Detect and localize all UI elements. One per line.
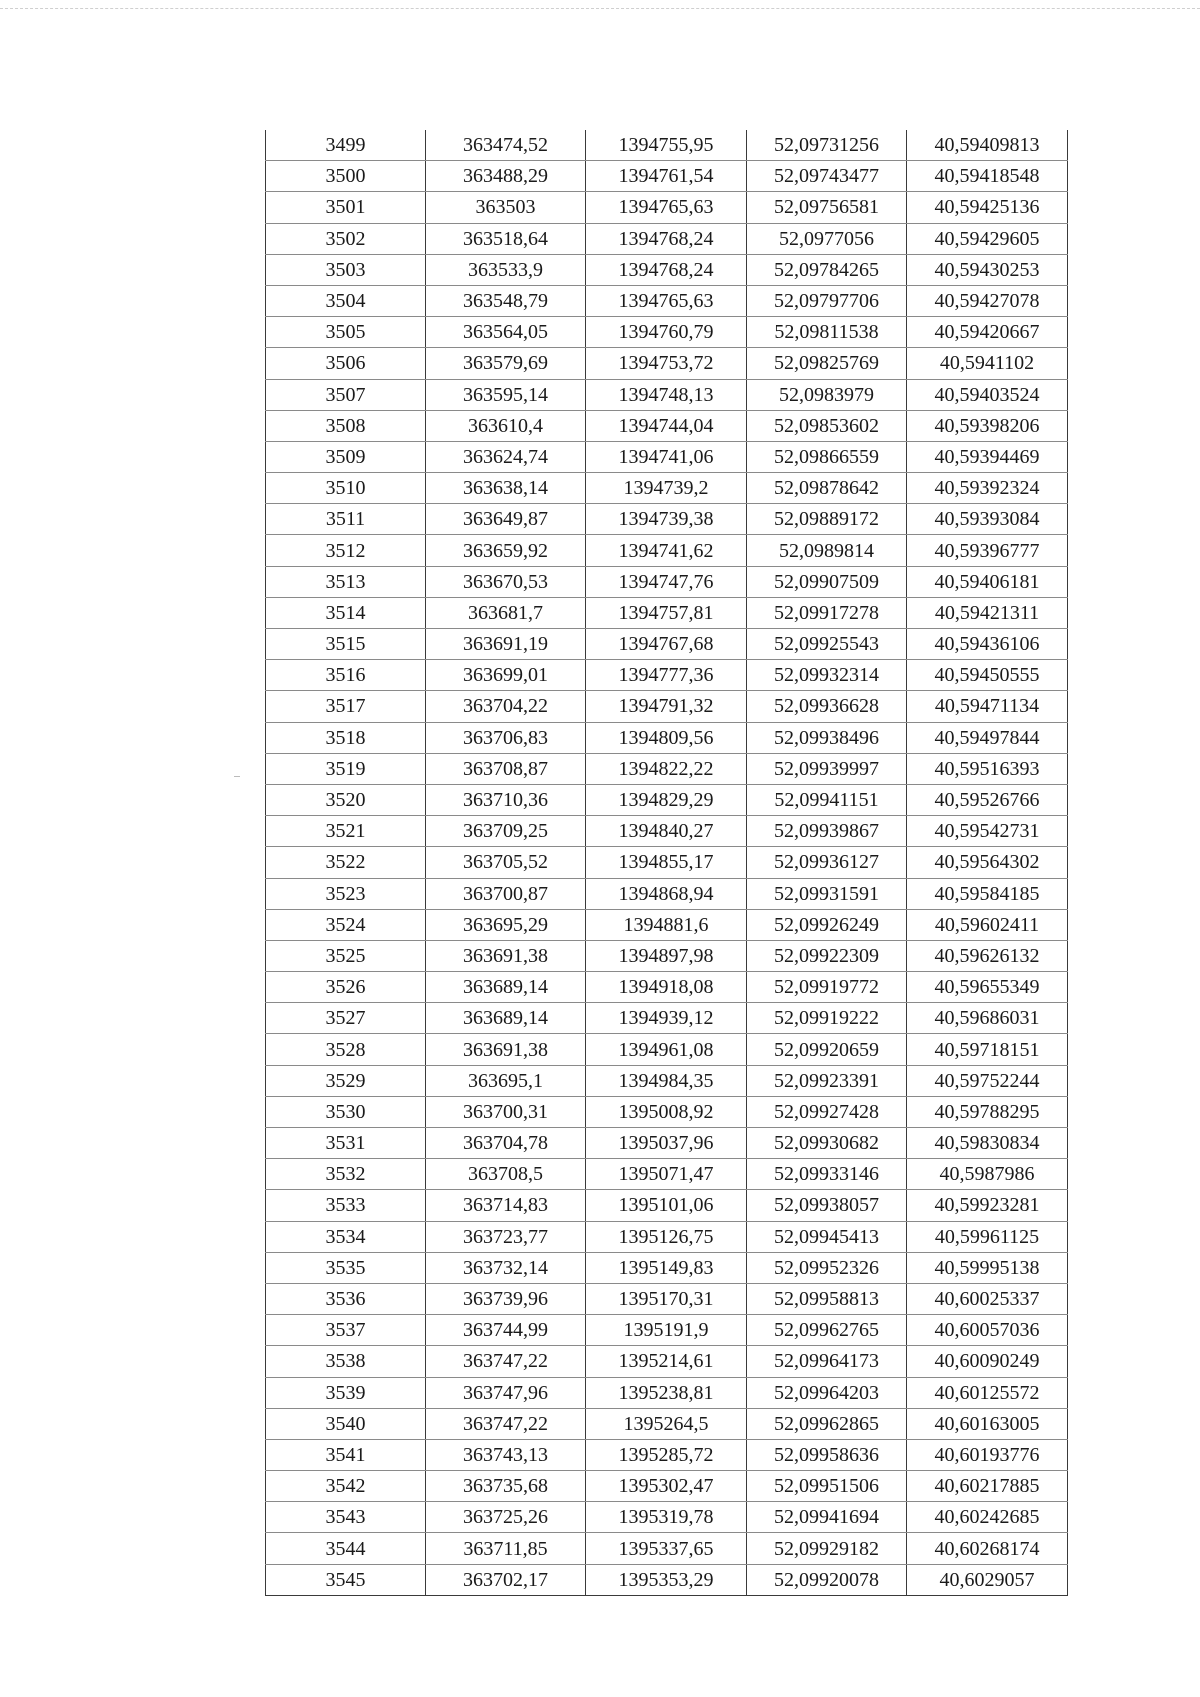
point-number-cell: 3524 xyxy=(266,909,426,940)
point-number-cell: 3506 xyxy=(266,348,426,379)
table-row xyxy=(266,1315,1068,1346)
point-number-cell: 3526 xyxy=(266,972,426,1003)
latitude-cell: 52,09920078 xyxy=(747,1564,907,1595)
x-coordinate-cell: 363732,14 xyxy=(426,1252,586,1283)
y-coordinate-cell: 1394748,13 xyxy=(586,379,747,410)
longitude-cell: 40,59450555 xyxy=(907,660,1068,691)
latitude-cell: 52,09930682 xyxy=(747,1128,907,1159)
x-coordinate-cell: 363709,25 xyxy=(426,816,586,847)
table-row xyxy=(266,473,1068,504)
x-coordinate-cell: 363723,77 xyxy=(426,1221,586,1252)
y-coordinate-cell: 1394761,54 xyxy=(586,161,747,192)
x-coordinate-cell: 363735,68 xyxy=(426,1471,586,1502)
latitude-cell: 52,09926249 xyxy=(747,909,907,940)
x-coordinate-cell: 363681,7 xyxy=(426,597,586,628)
latitude-cell: 52,09962765 xyxy=(747,1315,907,1346)
point-number-cell: 3509 xyxy=(266,441,426,472)
x-coordinate-cell: 363739,96 xyxy=(426,1283,586,1314)
x-coordinate-cell: 363699,01 xyxy=(426,660,586,691)
point-number-cell: 3530 xyxy=(266,1096,426,1127)
table-row xyxy=(266,566,1068,597)
y-coordinate-cell: 1395071,47 xyxy=(586,1159,747,1190)
longitude-cell: 40,60025337 xyxy=(907,1283,1068,1314)
point-number-cell: 3529 xyxy=(266,1065,426,1096)
table-row xyxy=(266,629,1068,660)
latitude-cell: 52,09919772 xyxy=(747,972,907,1003)
x-coordinate-cell: 363704,78 xyxy=(426,1128,586,1159)
y-coordinate-cell: 1394753,72 xyxy=(586,348,747,379)
latitude-cell: 52,09964203 xyxy=(747,1377,907,1408)
y-coordinate-cell: 1395126,75 xyxy=(586,1221,747,1252)
x-coordinate-cell: 363747,96 xyxy=(426,1377,586,1408)
longitude-cell: 40,59425136 xyxy=(907,192,1068,223)
x-coordinate-cell: 363533,9 xyxy=(426,254,586,285)
table-row xyxy=(266,1408,1068,1439)
table-row xyxy=(266,847,1068,878)
table-row xyxy=(266,441,1068,472)
coordinates-table xyxy=(265,130,1068,1596)
longitude-cell: 40,59602411 xyxy=(907,909,1068,940)
table-row xyxy=(266,348,1068,379)
point-number-cell: 3525 xyxy=(266,940,426,971)
x-coordinate-cell: 363691,38 xyxy=(426,1034,586,1065)
latitude-cell: 52,09938057 xyxy=(747,1190,907,1221)
x-coordinate-cell: 363670,53 xyxy=(426,566,586,597)
y-coordinate-cell: 1394829,29 xyxy=(586,784,747,815)
latitude-cell: 52,09939997 xyxy=(747,753,907,784)
longitude-cell: 40,59584185 xyxy=(907,878,1068,909)
x-coordinate-cell: 363548,79 xyxy=(426,285,586,316)
y-coordinate-cell: 1395285,72 xyxy=(586,1439,747,1470)
longitude-cell: 40,59421311 xyxy=(907,597,1068,628)
y-coordinate-cell: 1394822,22 xyxy=(586,753,747,784)
table-row xyxy=(266,1564,1068,1595)
point-number-cell: 3514 xyxy=(266,597,426,628)
table-row xyxy=(266,753,1068,784)
table-row xyxy=(266,130,1068,161)
table-row xyxy=(266,1096,1068,1127)
latitude-cell: 52,09938496 xyxy=(747,722,907,753)
latitude-cell: 52,09919222 xyxy=(747,1003,907,1034)
latitude-cell: 52,09936628 xyxy=(747,691,907,722)
latitude-cell: 52,09939867 xyxy=(747,816,907,847)
longitude-cell: 40,60242685 xyxy=(907,1502,1068,1533)
latitude-cell: 52,09958636 xyxy=(747,1439,907,1470)
point-number-cell: 3523 xyxy=(266,878,426,909)
table-row xyxy=(266,1502,1068,1533)
table-row xyxy=(266,1346,1068,1377)
point-number-cell: 3541 xyxy=(266,1439,426,1470)
point-number-cell: 3532 xyxy=(266,1159,426,1190)
longitude-cell: 40,59471134 xyxy=(907,691,1068,722)
y-coordinate-cell: 1394741,06 xyxy=(586,441,747,472)
x-coordinate-cell: 363744,99 xyxy=(426,1315,586,1346)
y-coordinate-cell: 1395214,61 xyxy=(586,1346,747,1377)
latitude-cell: 52,0989814 xyxy=(747,535,907,566)
point-number-cell: 3531 xyxy=(266,1128,426,1159)
latitude-cell: 52,09952326 xyxy=(747,1252,907,1283)
longitude-cell: 40,60125572 xyxy=(907,1377,1068,1408)
y-coordinate-cell: 1394765,63 xyxy=(586,192,747,223)
x-coordinate-cell: 363695,29 xyxy=(426,909,586,940)
x-coordinate-cell: 363503 xyxy=(426,192,586,223)
x-coordinate-cell: 363564,05 xyxy=(426,317,586,348)
point-number-cell: 3537 xyxy=(266,1315,426,1346)
table-row xyxy=(266,784,1068,815)
y-coordinate-cell: 1395101,06 xyxy=(586,1190,747,1221)
table-row xyxy=(266,223,1068,254)
point-number-cell: 3533 xyxy=(266,1190,426,1221)
x-coordinate-cell: 363702,17 xyxy=(426,1564,586,1595)
point-number-cell: 3545 xyxy=(266,1564,426,1595)
y-coordinate-cell: 1395008,92 xyxy=(586,1096,747,1127)
point-number-cell: 3540 xyxy=(266,1408,426,1439)
longitude-cell: 40,59686031 xyxy=(907,1003,1068,1034)
longitude-cell: 40,59516393 xyxy=(907,753,1068,784)
longitude-cell: 40,59995138 xyxy=(907,1252,1068,1283)
point-number-cell: 3519 xyxy=(266,753,426,784)
x-coordinate-cell: 363743,13 xyxy=(426,1439,586,1470)
longitude-cell: 40,59542731 xyxy=(907,816,1068,847)
point-number-cell: 3542 xyxy=(266,1471,426,1502)
point-number-cell: 3517 xyxy=(266,691,426,722)
y-coordinate-cell: 1394777,36 xyxy=(586,660,747,691)
y-coordinate-cell: 1394760,79 xyxy=(586,317,747,348)
page-top-edge xyxy=(0,8,1200,9)
point-number-cell: 3501 xyxy=(266,192,426,223)
x-coordinate-cell: 363638,14 xyxy=(426,473,586,504)
y-coordinate-cell: 1395353,29 xyxy=(586,1564,747,1595)
table-row xyxy=(266,1471,1068,1502)
point-number-cell: 3535 xyxy=(266,1252,426,1283)
longitude-cell: 40,59393084 xyxy=(907,504,1068,535)
latitude-cell: 52,09936127 xyxy=(747,847,907,878)
point-number-cell: 3505 xyxy=(266,317,426,348)
table-row xyxy=(266,410,1068,441)
y-coordinate-cell: 1395037,96 xyxy=(586,1128,747,1159)
latitude-cell: 52,09933146 xyxy=(747,1159,907,1190)
table-row xyxy=(266,909,1068,940)
longitude-cell: 40,59626132 xyxy=(907,940,1068,971)
y-coordinate-cell: 1395302,47 xyxy=(586,1471,747,1502)
table-row xyxy=(266,317,1068,348)
y-coordinate-cell: 1395191,9 xyxy=(586,1315,747,1346)
y-coordinate-cell: 1394855,17 xyxy=(586,847,747,878)
x-coordinate-cell: 363610,4 xyxy=(426,410,586,441)
point-number-cell: 3515 xyxy=(266,629,426,660)
longitude-cell: 40,59961125 xyxy=(907,1221,1068,1252)
table-row xyxy=(266,691,1068,722)
longitude-cell: 40,59430253 xyxy=(907,254,1068,285)
y-coordinate-cell: 1394765,63 xyxy=(586,285,747,316)
latitude-cell: 52,0983979 xyxy=(747,379,907,410)
longitude-cell: 40,59788295 xyxy=(907,1096,1068,1127)
point-number-cell: 3544 xyxy=(266,1533,426,1564)
y-coordinate-cell: 1394744,04 xyxy=(586,410,747,441)
point-number-cell: 3512 xyxy=(266,535,426,566)
point-number-cell: 3510 xyxy=(266,473,426,504)
latitude-cell: 52,09920659 xyxy=(747,1034,907,1065)
x-coordinate-cell: 363691,38 xyxy=(426,940,586,971)
point-number-cell: 3511 xyxy=(266,504,426,535)
latitude-cell: 52,09958813 xyxy=(747,1283,907,1314)
table-row xyxy=(266,1221,1068,1252)
table-row xyxy=(266,1252,1068,1283)
latitude-cell: 52,09825769 xyxy=(747,348,907,379)
y-coordinate-cell: 1395264,5 xyxy=(586,1408,747,1439)
longitude-cell: 40,60090249 xyxy=(907,1346,1068,1377)
latitude-cell: 52,09923391 xyxy=(747,1065,907,1096)
latitude-cell: 52,09889172 xyxy=(747,504,907,535)
table-row xyxy=(266,1439,1068,1470)
x-coordinate-cell: 363708,5 xyxy=(426,1159,586,1190)
longitude-cell: 40,59655349 xyxy=(907,972,1068,1003)
x-coordinate-cell: 363704,22 xyxy=(426,691,586,722)
point-number-cell: 3521 xyxy=(266,816,426,847)
longitude-cell: 40,59718151 xyxy=(907,1034,1068,1065)
latitude-cell: 52,09925543 xyxy=(747,629,907,660)
y-coordinate-cell: 1394897,98 xyxy=(586,940,747,971)
y-coordinate-cell: 1394939,12 xyxy=(586,1003,747,1034)
latitude-cell: 52,09929182 xyxy=(747,1533,907,1564)
table-row xyxy=(266,972,1068,1003)
latitude-cell: 52,09743477 xyxy=(747,161,907,192)
x-coordinate-cell: 363518,64 xyxy=(426,223,586,254)
longitude-cell: 40,59418548 xyxy=(907,161,1068,192)
y-coordinate-cell: 1395149,83 xyxy=(586,1252,747,1283)
x-coordinate-cell: 363700,87 xyxy=(426,878,586,909)
x-coordinate-cell: 363624,74 xyxy=(426,441,586,472)
point-number-cell: 3513 xyxy=(266,566,426,597)
x-coordinate-cell: 363579,69 xyxy=(426,348,586,379)
point-number-cell: 3536 xyxy=(266,1283,426,1314)
table-row xyxy=(266,722,1068,753)
y-coordinate-cell: 1395337,65 xyxy=(586,1533,747,1564)
longitude-cell: 40,59830834 xyxy=(907,1128,1068,1159)
longitude-cell: 40,60217885 xyxy=(907,1471,1068,1502)
longitude-cell: 40,59396777 xyxy=(907,535,1068,566)
point-number-cell: 3500 xyxy=(266,161,426,192)
longitude-cell: 40,59392324 xyxy=(907,473,1068,504)
longitude-cell: 40,60057036 xyxy=(907,1315,1068,1346)
longitude-cell: 40,59923281 xyxy=(907,1190,1068,1221)
y-coordinate-cell: 1394768,24 xyxy=(586,223,747,254)
x-coordinate-cell: 363691,19 xyxy=(426,629,586,660)
point-number-cell: 3504 xyxy=(266,285,426,316)
latitude-cell: 52,09907509 xyxy=(747,566,907,597)
longitude-cell: 40,59398206 xyxy=(907,410,1068,441)
longitude-cell: 40,59409813 xyxy=(907,130,1068,161)
latitude-cell: 52,09945413 xyxy=(747,1221,907,1252)
x-coordinate-cell: 363488,29 xyxy=(426,161,586,192)
latitude-cell: 52,09931591 xyxy=(747,878,907,909)
point-number-cell: 3522 xyxy=(266,847,426,878)
point-number-cell: 3518 xyxy=(266,722,426,753)
latitude-cell: 52,09853602 xyxy=(747,410,907,441)
table-row xyxy=(266,660,1068,691)
point-number-cell: 3538 xyxy=(266,1346,426,1377)
y-coordinate-cell: 1394747,76 xyxy=(586,566,747,597)
x-coordinate-cell: 363700,31 xyxy=(426,1096,586,1127)
longitude-cell: 40,59526766 xyxy=(907,784,1068,815)
x-coordinate-cell: 363474,52 xyxy=(426,130,586,161)
point-number-cell: 3539 xyxy=(266,1377,426,1408)
y-coordinate-cell: 1394918,08 xyxy=(586,972,747,1003)
y-coordinate-cell: 1394768,24 xyxy=(586,254,747,285)
table-row xyxy=(266,1190,1068,1221)
table-row xyxy=(266,597,1068,628)
x-coordinate-cell: 363649,87 xyxy=(426,504,586,535)
x-coordinate-cell: 363689,14 xyxy=(426,1003,586,1034)
longitude-cell: 40,5941102 xyxy=(907,348,1068,379)
longitude-cell: 40,59436106 xyxy=(907,629,1068,660)
longitude-cell: 40,5987986 xyxy=(907,1159,1068,1190)
margin-mark xyxy=(234,776,240,777)
latitude-cell: 52,0977056 xyxy=(747,223,907,254)
x-coordinate-cell: 363714,83 xyxy=(426,1190,586,1221)
x-coordinate-cell: 363747,22 xyxy=(426,1346,586,1377)
longitude-cell: 40,6029057 xyxy=(907,1564,1068,1595)
x-coordinate-cell: 363708,87 xyxy=(426,753,586,784)
y-coordinate-cell: 1394739,2 xyxy=(586,473,747,504)
latitude-cell: 52,09917278 xyxy=(747,597,907,628)
x-coordinate-cell: 363747,22 xyxy=(426,1408,586,1439)
y-coordinate-cell: 1394755,95 xyxy=(586,130,747,161)
longitude-cell: 40,60163005 xyxy=(907,1408,1068,1439)
y-coordinate-cell: 1394739,38 xyxy=(586,504,747,535)
x-coordinate-cell: 363706,83 xyxy=(426,722,586,753)
y-coordinate-cell: 1394741,62 xyxy=(586,535,747,566)
y-coordinate-cell: 1394757,81 xyxy=(586,597,747,628)
x-coordinate-cell: 363659,92 xyxy=(426,535,586,566)
y-coordinate-cell: 1394809,56 xyxy=(586,722,747,753)
x-coordinate-cell: 363705,52 xyxy=(426,847,586,878)
table-row xyxy=(266,1377,1068,1408)
latitude-cell: 52,09922309 xyxy=(747,940,907,971)
y-coordinate-cell: 1394984,35 xyxy=(586,1065,747,1096)
table-row xyxy=(266,535,1068,566)
table-row xyxy=(266,1034,1068,1065)
y-coordinate-cell: 1394791,32 xyxy=(586,691,747,722)
longitude-cell: 40,59403524 xyxy=(907,379,1068,410)
table-row xyxy=(266,285,1068,316)
point-number-cell: 3507 xyxy=(266,379,426,410)
table-row xyxy=(266,816,1068,847)
point-number-cell: 3543 xyxy=(266,1502,426,1533)
longitude-cell: 40,59564302 xyxy=(907,847,1068,878)
table-row xyxy=(266,1003,1068,1034)
table-row xyxy=(266,1065,1068,1096)
latitude-cell: 52,09932314 xyxy=(747,660,907,691)
y-coordinate-cell: 1394961,08 xyxy=(586,1034,747,1065)
y-coordinate-cell: 1395170,31 xyxy=(586,1283,747,1314)
x-coordinate-cell: 363595,14 xyxy=(426,379,586,410)
y-coordinate-cell: 1394840,27 xyxy=(586,816,747,847)
longitude-cell: 40,59427078 xyxy=(907,285,1068,316)
x-coordinate-cell: 363689,14 xyxy=(426,972,586,1003)
table-row xyxy=(266,1159,1068,1190)
table-row xyxy=(266,940,1068,971)
latitude-cell: 52,09964173 xyxy=(747,1346,907,1377)
latitude-cell: 52,09927428 xyxy=(747,1096,907,1127)
x-coordinate-cell: 363725,26 xyxy=(426,1502,586,1533)
latitude-cell: 52,09941694 xyxy=(747,1502,907,1533)
latitude-cell: 52,09951506 xyxy=(747,1471,907,1502)
longitude-cell: 40,60193776 xyxy=(907,1439,1068,1470)
longitude-cell: 40,60268174 xyxy=(907,1533,1068,1564)
point-number-cell: 3534 xyxy=(266,1221,426,1252)
y-coordinate-cell: 1394881,6 xyxy=(586,909,747,940)
longitude-cell: 40,59394469 xyxy=(907,441,1068,472)
x-coordinate-cell: 363711,85 xyxy=(426,1533,586,1564)
latitude-cell: 52,09811538 xyxy=(747,317,907,348)
longitude-cell: 40,59420667 xyxy=(907,317,1068,348)
table-row xyxy=(266,192,1068,223)
longitude-cell: 40,59429605 xyxy=(907,223,1068,254)
point-number-cell: 3503 xyxy=(266,254,426,285)
latitude-cell: 52,09866559 xyxy=(747,441,907,472)
point-number-cell: 3502 xyxy=(266,223,426,254)
table-row xyxy=(266,254,1068,285)
table-row xyxy=(266,1128,1068,1159)
longitude-cell: 40,59752244 xyxy=(907,1065,1068,1096)
point-number-cell: 3520 xyxy=(266,784,426,815)
table-row xyxy=(266,878,1068,909)
y-coordinate-cell: 1395238,81 xyxy=(586,1377,747,1408)
longitude-cell: 40,59497844 xyxy=(907,722,1068,753)
latitude-cell: 52,09962865 xyxy=(747,1408,907,1439)
point-number-cell: 3499 xyxy=(266,130,426,161)
table-row xyxy=(266,161,1068,192)
point-number-cell: 3516 xyxy=(266,660,426,691)
latitude-cell: 52,09731256 xyxy=(747,130,907,161)
coordinates-table-body xyxy=(266,130,1068,1595)
latitude-cell: 52,09878642 xyxy=(747,473,907,504)
table-row xyxy=(266,379,1068,410)
latitude-cell: 52,09756581 xyxy=(747,192,907,223)
point-number-cell: 3508 xyxy=(266,410,426,441)
y-coordinate-cell: 1394868,94 xyxy=(586,878,747,909)
table-row xyxy=(266,1283,1068,1314)
point-number-cell: 3527 xyxy=(266,1003,426,1034)
longitude-cell: 40,59406181 xyxy=(907,566,1068,597)
table-row xyxy=(266,1533,1068,1564)
latitude-cell: 52,09797706 xyxy=(747,285,907,316)
latitude-cell: 52,09784265 xyxy=(747,254,907,285)
y-coordinate-cell: 1395319,78 xyxy=(586,1502,747,1533)
point-number-cell: 3528 xyxy=(266,1034,426,1065)
latitude-cell: 52,09941151 xyxy=(747,784,907,815)
x-coordinate-cell: 363710,36 xyxy=(426,784,586,815)
x-coordinate-cell: 363695,1 xyxy=(426,1065,586,1096)
y-coordinate-cell: 1394767,68 xyxy=(586,629,747,660)
table-row xyxy=(266,504,1068,535)
